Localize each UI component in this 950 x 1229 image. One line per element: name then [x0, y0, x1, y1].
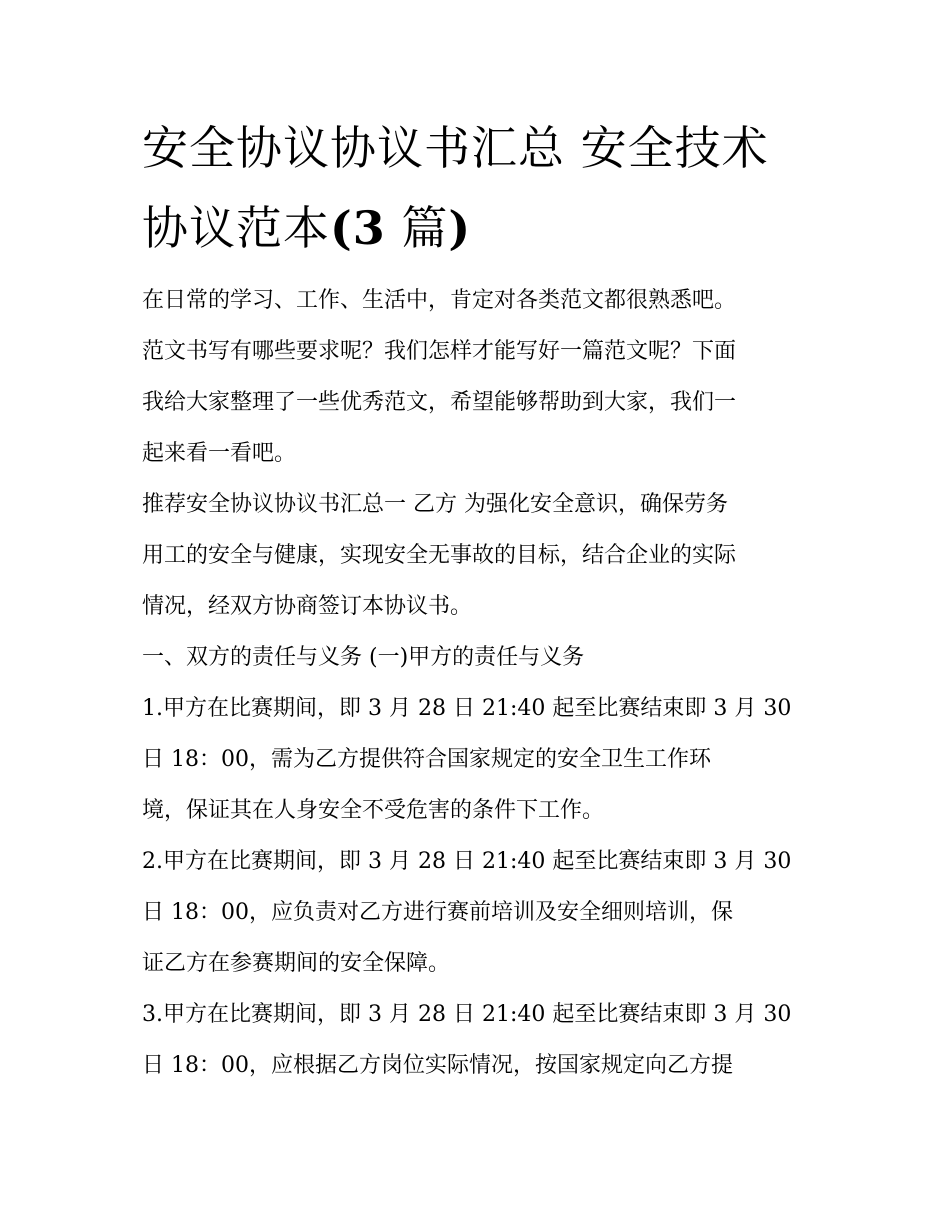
text-line: 证乙方在参赛期间的安全保障。: [142, 951, 451, 976]
text-line: 境，保证其在人身安全不受危害的条件下工作。: [142, 798, 605, 823]
text-line: 范文书写有哪些要求呢？我们怎样才能写好一篇范文呢？下面: [142, 339, 737, 364]
paragraph-recommendation: [142, 479, 822, 632]
title-close-paren: ): [448, 201, 472, 255]
clause-2: [142, 836, 822, 989]
title-unit: 篇: [385, 201, 449, 255]
text-line: 3.甲方在比赛期间，即 3 月 28 日 21:40 起至比赛结束即 3 月 30: [142, 1002, 792, 1027]
section-heading: [142, 632, 822, 683]
title-line: [142, 188, 822, 268]
document-body: [142, 275, 822, 1091]
text-line: 一、双方的责任与义务 (一)甲方的责任与义务: [142, 645, 585, 670]
text-line: 起来看一看吧。: [142, 441, 297, 466]
text-line: 情况，经双方协商签订本协议书。: [142, 594, 473, 619]
text-line: 用工的安全与健康，实现安全无事故的目标，结合企业的实际: [142, 543, 737, 568]
text-line: 1.甲方在比赛期间，即 3 月 28 日 21:40 起至比赛结束即 3 月 30: [142, 696, 792, 721]
document-title: [142, 108, 822, 268]
title-line: 安全协议协议书汇总 安全技术: [142, 121, 769, 175]
text-line: 日 18：00，应根据乙方岗位实际情况，按国家规定向乙方提: [142, 1053, 733, 1078]
text-line: 日 18：00，需为乙方提供符合国家规定的安全卫生工作环: [142, 747, 711, 772]
title-text: 协议范本: [142, 201, 330, 255]
text-line: 在日常的学习、工作、生活中，肯定对各类范文都很熟悉吧。: [142, 288, 737, 313]
text-line: 推荐安全协议协议书汇总一 乙方 为强化安全意识，确保劳务: [142, 492, 728, 517]
title-count: (3: [330, 201, 386, 255]
paragraph-intro: [142, 275, 822, 479]
text-line: 日 18：00，应负责对乙方进行赛前培训及安全细则培训，保: [142, 900, 733, 925]
clause-3: [142, 989, 822, 1091]
text-line: 2.甲方在比赛期间，即 3 月 28 日 21:40 起至比赛结束即 3 月 30: [142, 849, 792, 874]
clause-1: [142, 683, 822, 836]
text-line: 我给大家整理了一些优秀范文，希望能够帮助到大家，我们一: [142, 390, 737, 415]
